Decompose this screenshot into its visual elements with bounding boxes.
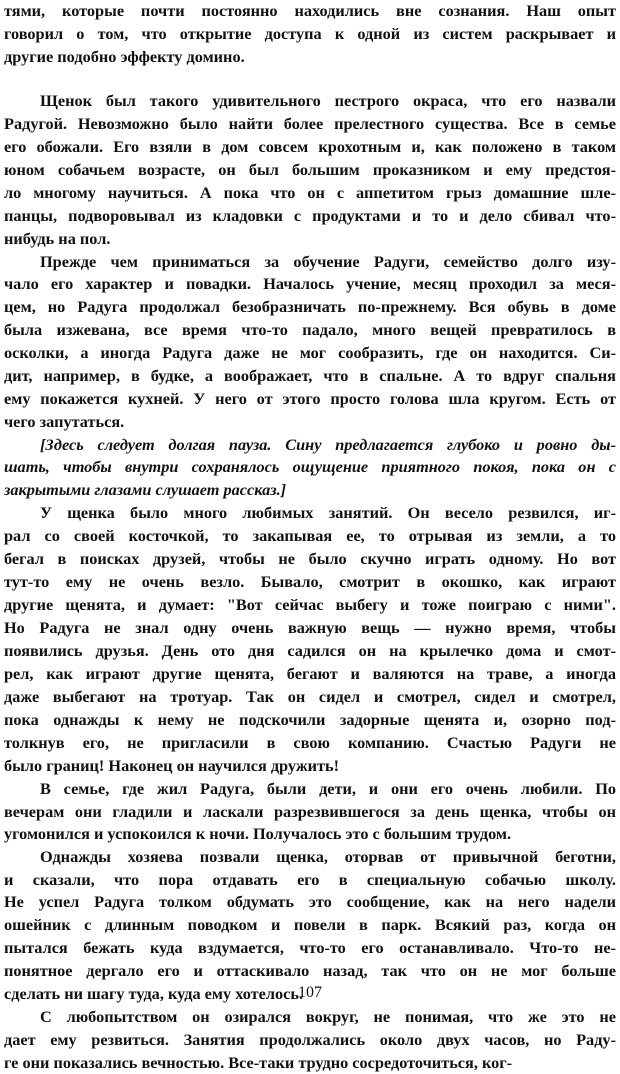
text-line: понятное дергало его и оттаскивало назад, так что он не мог больше bbox=[4, 961, 616, 980]
text-line: была изжевана, все время что-то падало, много вещей превратилось в bbox=[4, 320, 616, 339]
text-line: появились друзья. День ото дня садился он на крылечко дома и смот- bbox=[4, 641, 616, 660]
text-line: тут-то ему не очень везло. Бывало, смотрит в окошко, как играют bbox=[4, 572, 616, 591]
text-line: дает ему резвиться. Занятия продолжались около двух часов, но Раду- bbox=[4, 1030, 616, 1049]
text-line: и сказали, что пора отдавать его в специальную собачью школу. bbox=[4, 870, 616, 889]
text-line: Радугой. Невозможно было найти более прелестного существа. Все в семье bbox=[4, 114, 616, 133]
text-line: другие щенята, и думает: "Вот сейчас выбегу и тоже поиграю с ними". bbox=[4, 595, 616, 614]
text-line: пока однажды к нему не подскочили задорные щенята и, озорно под- bbox=[4, 710, 616, 729]
text-line: В семье, где жил Радуга, были дети, и они его очень любили. По bbox=[40, 779, 616, 798]
text-line: рел, как играют другие щенята, бегают и валяются на траве, а иногда bbox=[4, 664, 616, 683]
text-line: Прежде чем приниматься за обучение Радуги, семейство долго изу- bbox=[40, 252, 616, 271]
text-line: осколки, а иногда Радуга даже не мог сообразить, где он находится. Си- bbox=[4, 343, 616, 362]
text-line: было границ! Наконец он научился дружить! bbox=[4, 756, 340, 775]
text-line: Однажды хозяева позвали щенка, оторвав от привычной беготни, bbox=[40, 847, 616, 866]
text-line: толкнув его, не пригласили в свою компанию. Счастью Радуги не bbox=[4, 733, 616, 752]
text-line: пытался бежать куда вздумается, что-то его останавливало. Что-то не- bbox=[4, 938, 616, 957]
text-line: дит, например, в будке, а воображает, что в спальне. А то вдруг спальня bbox=[4, 366, 616, 385]
text-line: ло многому научиться. А пока что он с аппетитом грыз домашние шле- bbox=[4, 183, 616, 202]
text-line: его обожали. Его взяли в дом совсем крохотным и, как положено в таком bbox=[4, 137, 616, 156]
text-line: угомонился и успокоился к ночи. Получалось это с большим трудом. bbox=[4, 824, 512, 843]
text-line: Но Радуга не знал одну очень важную вещь — нужно время, чтобы bbox=[4, 618, 616, 637]
stage-direction-line: шать, чтобы внутри сохранялось ощущение приятного покоя, пока он с bbox=[4, 457, 616, 476]
text-line: панцы, подворовывал из кладовки с продуктами и то и дело сбивал что- bbox=[4, 206, 616, 225]
text-line: ему покажется кухней. У него от этого просто голова шла кругом. Есть от bbox=[4, 389, 616, 408]
text-line: Не успел Радуга толком обдумать это сообщение, как на него надели bbox=[4, 892, 616, 911]
text-line: вечерам они гладили и ласкали разрезвившегося за день щенка, чтобы он bbox=[4, 802, 616, 821]
text-line: юном собачьем возрасте, он был большим проказником и ему предстоя- bbox=[4, 160, 616, 179]
text-line: рал со своей косточкой, то закапывая ее, то отрывая из земли, а то bbox=[4, 526, 616, 545]
text-line: У щенка было много любимых занятий. Он весело резвился, иг- bbox=[40, 503, 616, 522]
text-line: нибудь на пол. bbox=[4, 229, 111, 248]
text-line: Щенок был такого удивительного пестрого окраса, что его назвали bbox=[40, 91, 616, 110]
text-line: бегал в поисках друзей, чтобы не было скучно играть одному. Но вот bbox=[4, 549, 616, 568]
text-line: сделать ни шагу туда, куда ему хотелось. bbox=[4, 984, 304, 1003]
text-line: чего запутаться. bbox=[4, 412, 125, 431]
text-line: цем, но Радуга продолжал безобразничать по-прежнему. Вся обувь в доме bbox=[4, 297, 616, 316]
text-line: другие подобно эффекту домино. bbox=[4, 47, 245, 66]
text-line: чало его характер и повадки. Началось учение, месяц проходил за меся- bbox=[4, 274, 616, 293]
text-line: С любопытством он озирался вокруг, не понимая, что же это не bbox=[40, 1007, 616, 1026]
text-line: даже выбегают на тротуар. Так он сидел и смотрел, сидел и смотрел, bbox=[4, 687, 616, 706]
text-line: ге они показались вечностью. Все-таки трудно сосредоточиться, ког- bbox=[4, 1053, 513, 1072]
stage-direction-line: [Здесь следует долгая пауза. Сину предлагается глубоко и ровно ды- bbox=[40, 435, 616, 454]
text-line: тями, которые почти постоянно находились вне сознания. Наш опыт bbox=[4, 1, 616, 20]
text-line: ошейник с длинным поводком и повели в парк. Всякий раз, когда он bbox=[4, 915, 616, 934]
page-number: 107 bbox=[298, 984, 322, 1001]
text-line: говорил о том, что открытие доступа к одной из систем раскрывает и bbox=[4, 24, 616, 43]
stage-direction-line: закрытыми глазами слушает рассказ.] bbox=[4, 480, 287, 499]
